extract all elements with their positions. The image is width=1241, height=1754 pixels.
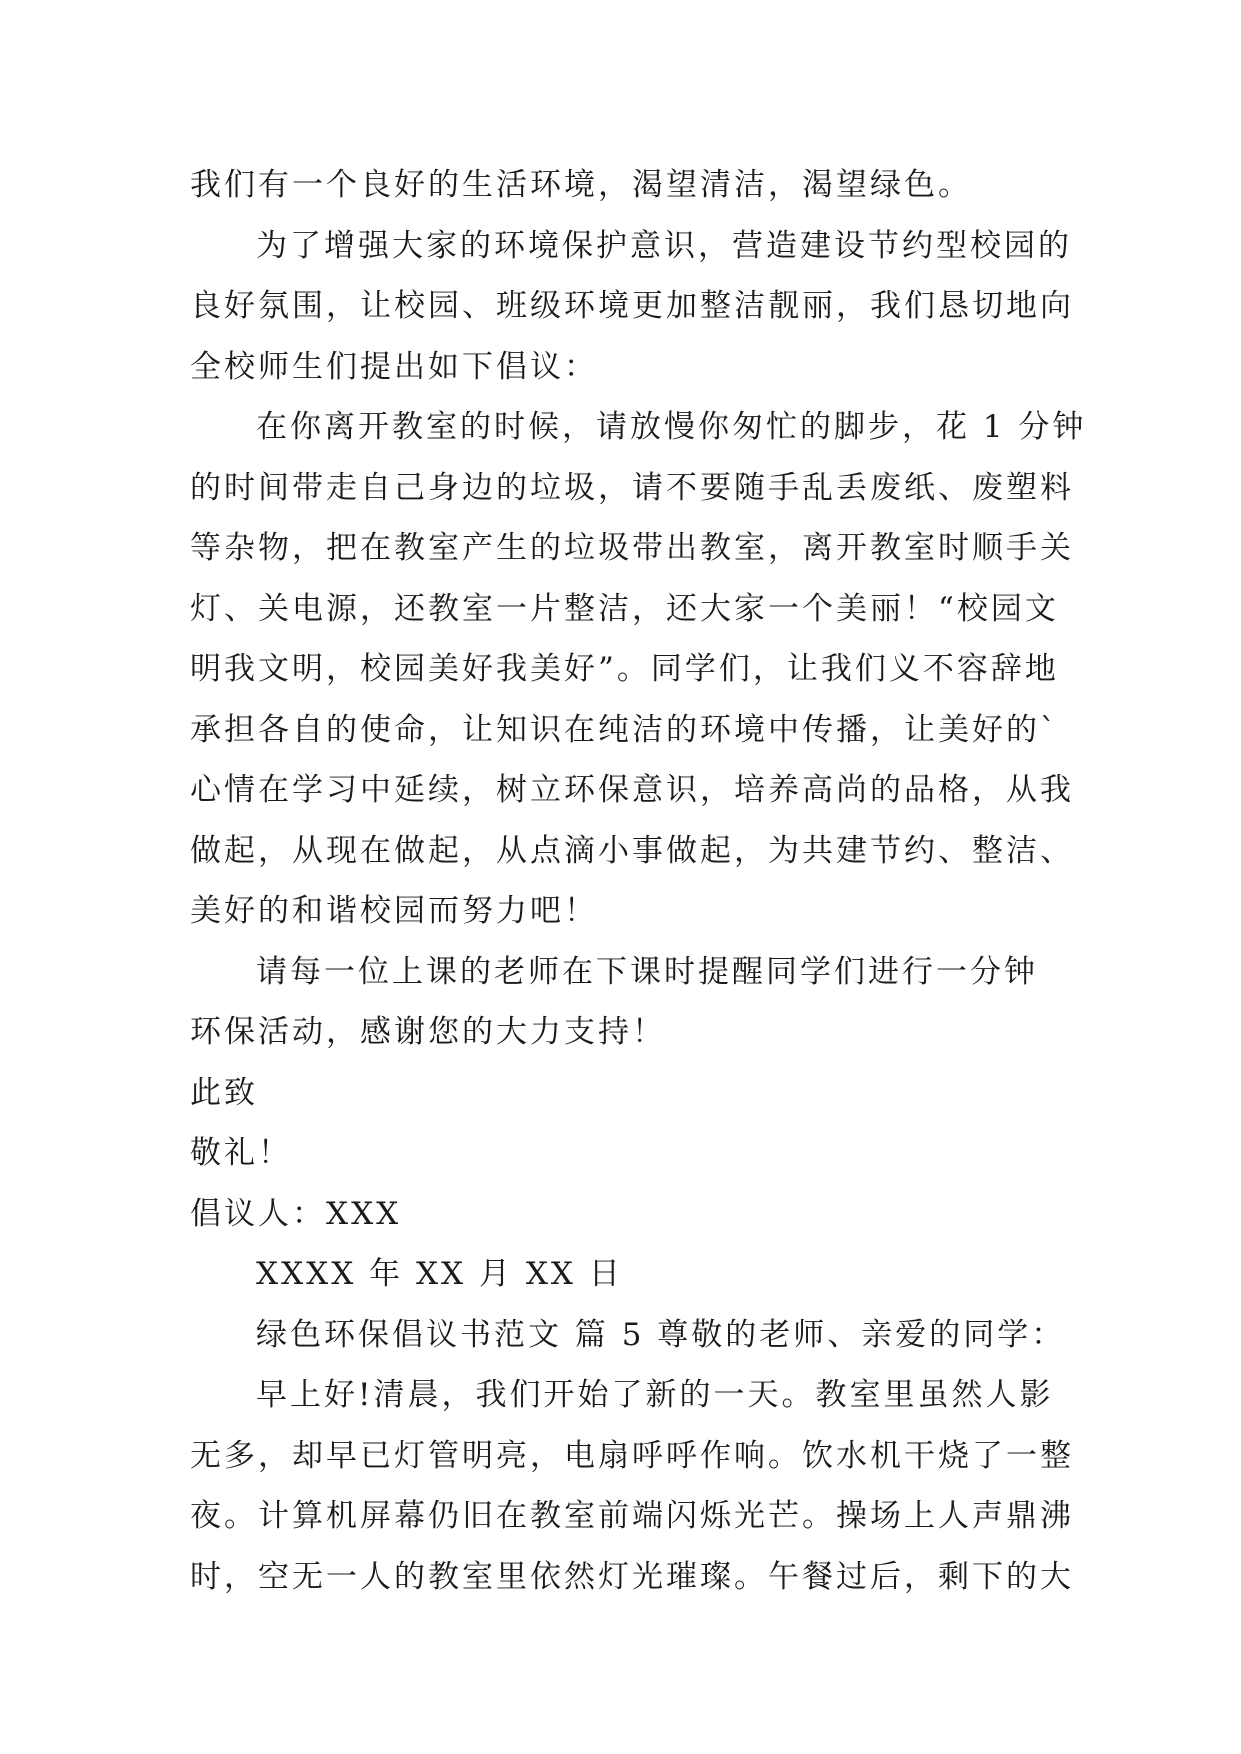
document-body <box>190 155 1087 1607</box>
text-line: 做起，从现在做起，从点滴小事做起，为共建节约、整洁、 <box>190 832 1074 869</box>
text-line: 承担各自的使命，让知识在纯洁的环境中传播，让美好的` <box>190 711 1059 748</box>
text-line: 的时间带走自己身边的垃圾，请不要随手乱丢废纸、废塑料 <box>190 469 1074 506</box>
closing-respects: 敬礼！ <box>190 1135 292 1171</box>
text-line: 明我文明，校园美好我美好”。同学们，让我们义不容辞地 <box>190 651 1059 687</box>
text-line: 美好的和谐校园而努力吧！ <box>190 893 598 929</box>
date-line: XXXX 年 XX 月 XX 日 <box>256 1256 623 1292</box>
text-line: 夜。计算机屏幕仍旧在教室前端闪烁光芒。操场上人声鼎沸 <box>190 1498 1074 1534</box>
text-line: 时，空无一人的教室里依然灯光璀璨。午餐过后，剩下的大 <box>190 1558 1074 1595</box>
section-heading: 绿色环保倡议书范文 篇 5 尊敬的老师、亲爱的同学： <box>256 1316 1066 1353</box>
closing-salutation: 此致 <box>190 1074 258 1111</box>
text-line: 为了增强大家的环境保护意识，营造建设节约型校园的 <box>256 227 1072 264</box>
signature-line: 倡议人：XXX <box>190 1195 402 1232</box>
text-line: 等杂物，把在教室产生的垃圾带出教室，离开教室时顺手关 <box>190 530 1074 566</box>
text-line: 心情在学习中延续，树立环保意识，培养高尚的品格，从我 <box>190 772 1074 808</box>
text-line: 良好氛围，让校园、班级环境更加整洁靓丽，我们恳切地向 <box>190 288 1074 324</box>
text-line: 在你离开教室的时候，请放慢你匆忙的脚步，花 1 分钟 <box>256 409 1087 445</box>
text-line: 请每一位上课的老师在下课时提醒同学们进行一分钟 <box>256 953 1038 990</box>
text-line: 我们有一个良好的生活环境，渴望清洁，渴望绿色。 <box>190 167 972 203</box>
text-line: 无多，却早已灯管明亮，电扇呼呼作响。饮水机干烧了一整 <box>190 1437 1074 1474</box>
text-line: 全校师生们提出如下倡议： <box>190 348 598 385</box>
text-line: 环保活动，感谢您的大力支持！ <box>190 1014 666 1050</box>
text-line: 早上好!清晨，我们开始了新的一天。教室里虽然人影 <box>256 1377 1054 1413</box>
text-line: 灯、关电源，还教室一片整洁，还大家一个美丽！“校园文 <box>190 590 1059 627</box>
